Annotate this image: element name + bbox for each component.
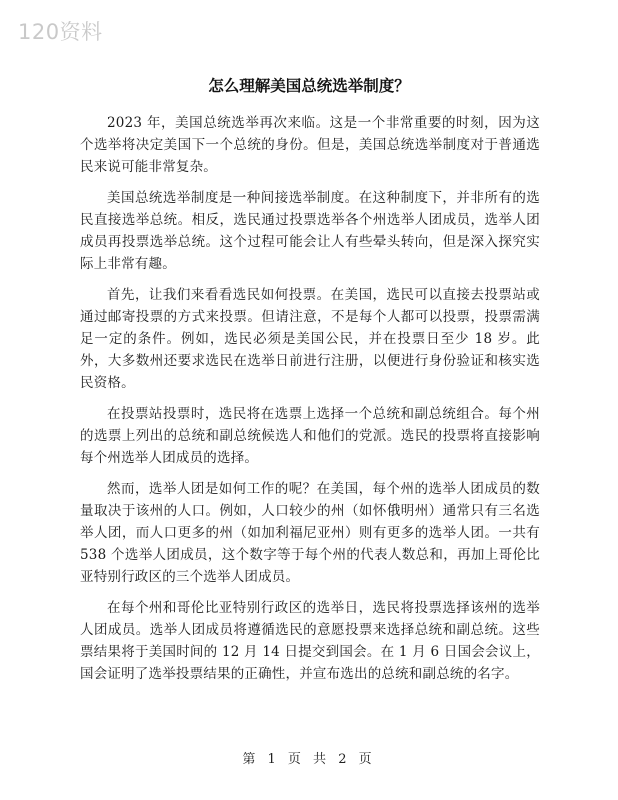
paragraph-5: 然而，选举人团是如何工作的呢？在美国，每个州的选举人团成员的数量取决于该州的人口。例如，人口较少的州（如怀俄明州）通常只有三名选举人团，而人口更多的州（如加利福尼亚州）则有更多的选举人团。一共有 538 个选举人团成员，这个数字等于每个州的代表人数总和，再加上哥伦比亚特别行政区的三个选举人团成员。 [80,481,540,585]
page-title: 怎么理解美国总统选举制度？ [208,77,410,95]
paragraph-2: 美国总统选举制度是一种间接选举制度。在这种制度下，并非所有的选民直接选举总统。相反，选民通过投票选举各个州选举人团成员，选举人团成员再投票选举总统。这个过程可能会让人有些晕头转向，但是深入探究实际上非常有趣。 [80,190,540,272]
page-number-footer: 第 1 页 共 2 页 [242,752,376,767]
document-body [80,112,540,694]
paragraph-1: 2023 年，美国总统选举再次来临。这是一个非常重要的时刻，因为这个选举将决定美国下一个总统的身份。但是，美国总统选举制度对于普通选民来说可能非常复杂。 [80,115,540,175]
paragraph-6: 在每个州和哥伦比亚特别行政区的选举日，选民将投票选择该州的选举人团成员。选举人团成员将遵循选民的意愿投票来选择总统和副总统。这些票结果将于美国时间的 12 月 14 日提交到国会。在 1 月 6 日国会会议上，国会证明了选举投票结果的正确性，并宣布选出的总统和副总统的名字。 [80,600,540,682]
paragraph-3: 首先，让我们来看看选民如何投票。在美国，选民可以直接去投票站或通过邮寄投票的方式来投票。但请注意，不是每个人都可以投票，投票需满足一定的条件。例如，选民必须是美国公民，并在投票日至少 18 岁。此外，大多数州还要求选民在选举日前进行注册，以便进行身份验证和核实选民资格。 [80,287,540,391]
watermark-logo: 120资料 [18,20,103,44]
paragraph-4: 在投票站投票时，选民将在选票上选择一个总统和副总统组合。每个州的选票上列出的总统和副总统候选人和他们的党派。选民的投票将直接影响每个州选举人团成员的选择。 [80,406,540,466]
